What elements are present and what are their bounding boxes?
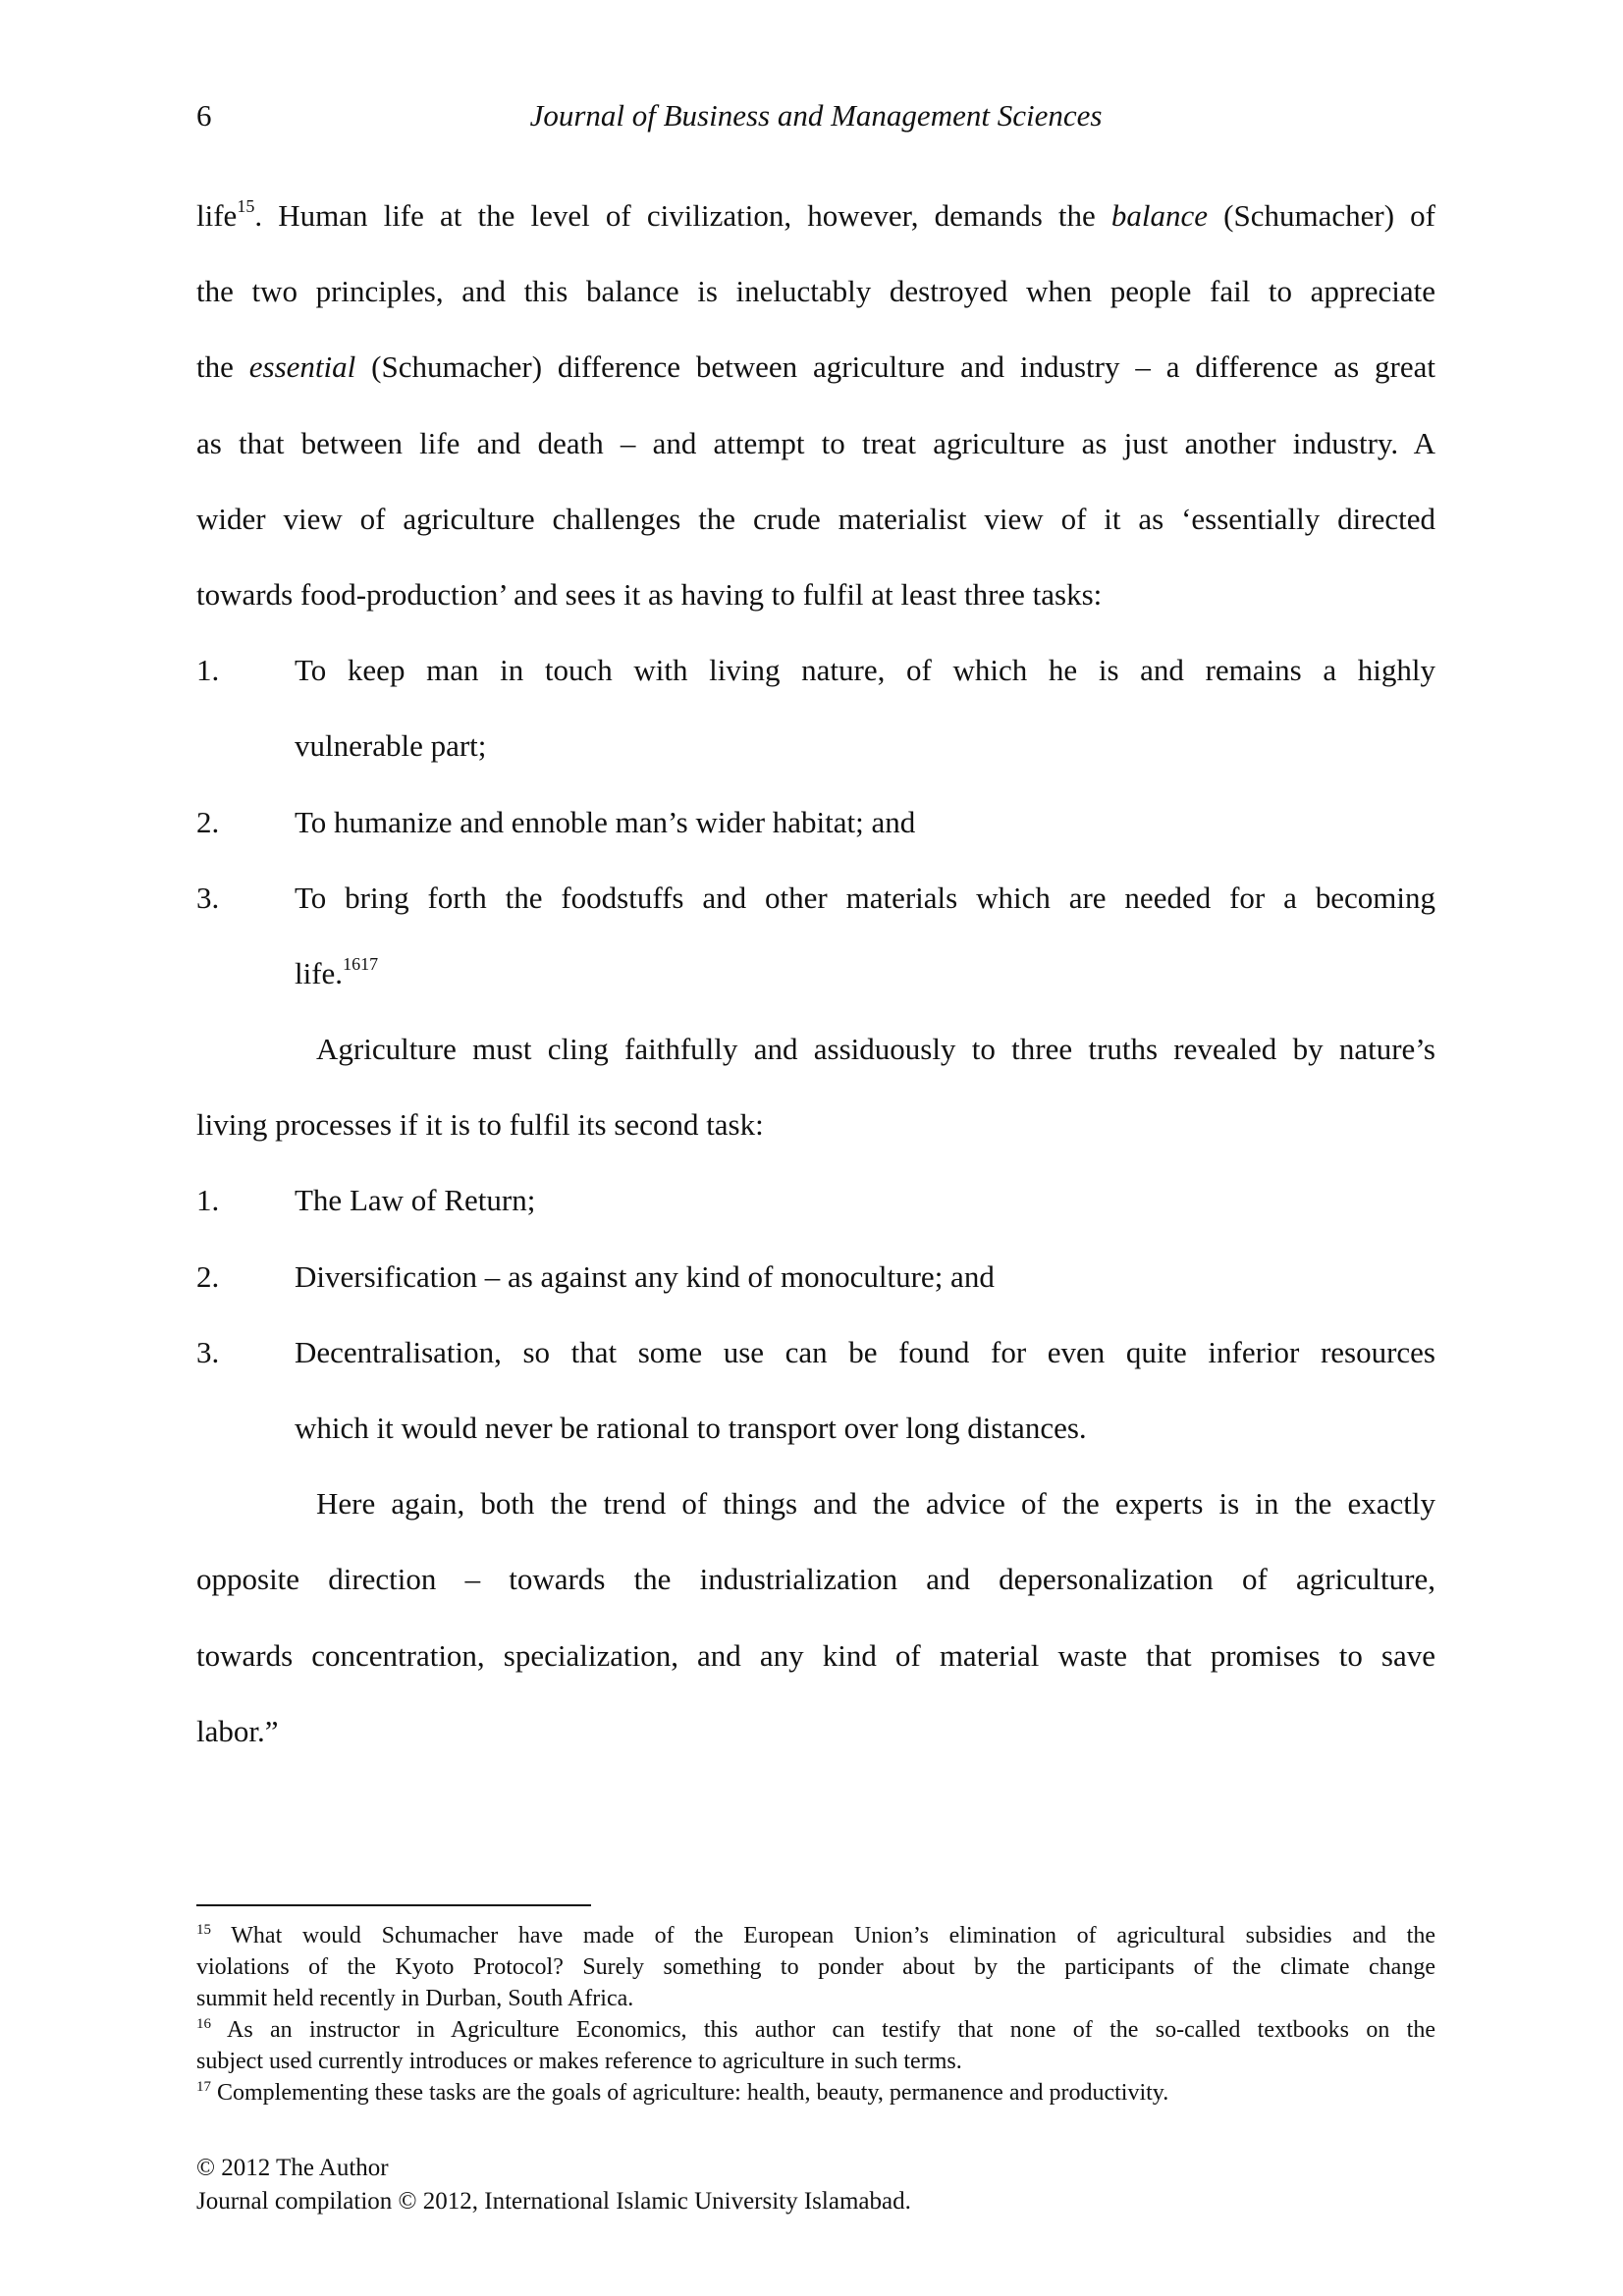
list-item-text: To bring forth the foodstuffs and other materials which are needed for a becoming [295, 880, 1435, 915]
list-item [196, 793, 1435, 869]
list-item-text: The Law of Return; [295, 1183, 536, 1218]
text-run: life [196, 198, 238, 233]
emphasis-text: essential [248, 349, 356, 385]
list-item-text: To keep man in touch with living nature, of which he is and remains a highly [295, 653, 1435, 688]
footnote-line [196, 1920, 1435, 1951]
paragraph-line: labor.” [196, 1713, 279, 1748]
footnote-ref-16-17: 1617 [343, 953, 379, 974]
paragraph-line: Here again, both the trend of things and the advice of the experts is in the exactly [316, 1486, 1435, 1522]
footnote-line: violations of the Kyoto Protocol? Surely something to ponder about by the participants of the climate change [196, 1954, 1435, 1980]
footnote-text: As an instructor in Agriculture Economics, this author can testify that none of the so-called textbooks on the [211, 2017, 1435, 2043]
list-item-text: Decentralisation, so that some use can be found for even quite inferior resources [295, 1334, 1435, 1369]
footnote-line [196, 2077, 1435, 2109]
footnote-line: summit held recently in Durban, South Africa. [196, 1986, 634, 2011]
footnote-text: What would Schumacher have made of the European Union’s elimination of agricultural subsidies and the [211, 1923, 1435, 1949]
paragraph-line: as that between life and death – and attempt to treat agriculture as just another industry. A [196, 425, 1435, 460]
list-item [196, 1248, 1435, 1323]
footnotes [196, 1920, 1435, 2109]
list-number: 2. [196, 1258, 220, 1294]
list-number: 3. [196, 880, 220, 915]
list-item-continuation: which it would never be rational to transport over long distances. [295, 1411, 1087, 1445]
text-run: (Schumacher) of [1208, 198, 1435, 233]
list-item-continuation [196, 944, 1435, 1020]
text-run: . Human life at the level of civilization, however, demands the [254, 198, 1111, 233]
paragraph-line [196, 187, 1435, 262]
paragraph-line: the two principles, and this balance is ineluctably destroyed when people fail to appreciate [196, 274, 1435, 309]
text-run: the [196, 349, 249, 385]
paragraph-line [196, 338, 1435, 413]
paragraph-line: wider view of agriculture challenges the crude materialist view of it as ‘essentially directed [196, 501, 1435, 536]
paragraph-line: opposite direction – towards the industrialization and depersonalization of agriculture, [196, 1562, 1435, 1597]
page-header [196, 98, 1435, 145]
paragraph-line: towards concentration, specialization, and any kind of material waste that promises to save [196, 1637, 1435, 1673]
footnote-line: subject used currently introduces or makes reference to agriculture in such terms. [196, 2049, 962, 2074]
paragraph-line: living processes if it is to fulfil its second task: [196, 1107, 764, 1143]
list-item [196, 869, 1435, 944]
footnote-number: 15 [196, 1922, 211, 1938]
page-number: 6 [196, 98, 212, 133]
list-number: 1. [196, 653, 220, 688]
footnote-line [196, 2014, 1435, 2046]
list-item-text: life. [295, 955, 344, 990]
body-text [196, 187, 1435, 1778]
list-item-continuation: vulnerable part; [295, 728, 487, 764]
list-item [196, 1323, 1435, 1399]
list-item-text: Diversification – as against any kind of monoculture; and [295, 1258, 995, 1294]
footnote-number: 17 [196, 2079, 211, 2095]
footnote-separator [196, 1904, 591, 1906]
list-number: 1. [196, 1183, 220, 1218]
page-footer [196, 2152, 911, 2218]
copyright-line: © 2012 The Author [196, 2155, 389, 2181]
footnote-ref-15: 15 [237, 196, 255, 216]
list-number: 3. [196, 1334, 220, 1369]
compilation-line: Journal compilation © 2012, International Islamic University Islamabad. [196, 2188, 911, 2215]
list-item [196, 1171, 1435, 1247]
list-item [196, 641, 1435, 717]
text-run: (Schumacher) difference between agriculture and industry – a difference as great [355, 349, 1435, 385]
emphasis-text: balance [1110, 198, 1209, 233]
footnote-text: Complementing these tasks are the goals of agriculture: health, beauty, permanence and productivity. [211, 2080, 1169, 2106]
paragraph-line: towards food-production’ and sees it as having to fulfil at least three tasks: [196, 576, 1103, 612]
paragraph-line: Agriculture must cling faithfully and assiduously to three truths revealed by nature’s [316, 1032, 1435, 1067]
footnote-number: 16 [196, 2016, 211, 2032]
list-number: 2. [196, 804, 220, 839]
journal-title: Journal of Business and Management Sciences [529, 98, 1103, 133]
list-item-text: To humanize and ennoble man’s wider habitat; and [295, 804, 916, 839]
